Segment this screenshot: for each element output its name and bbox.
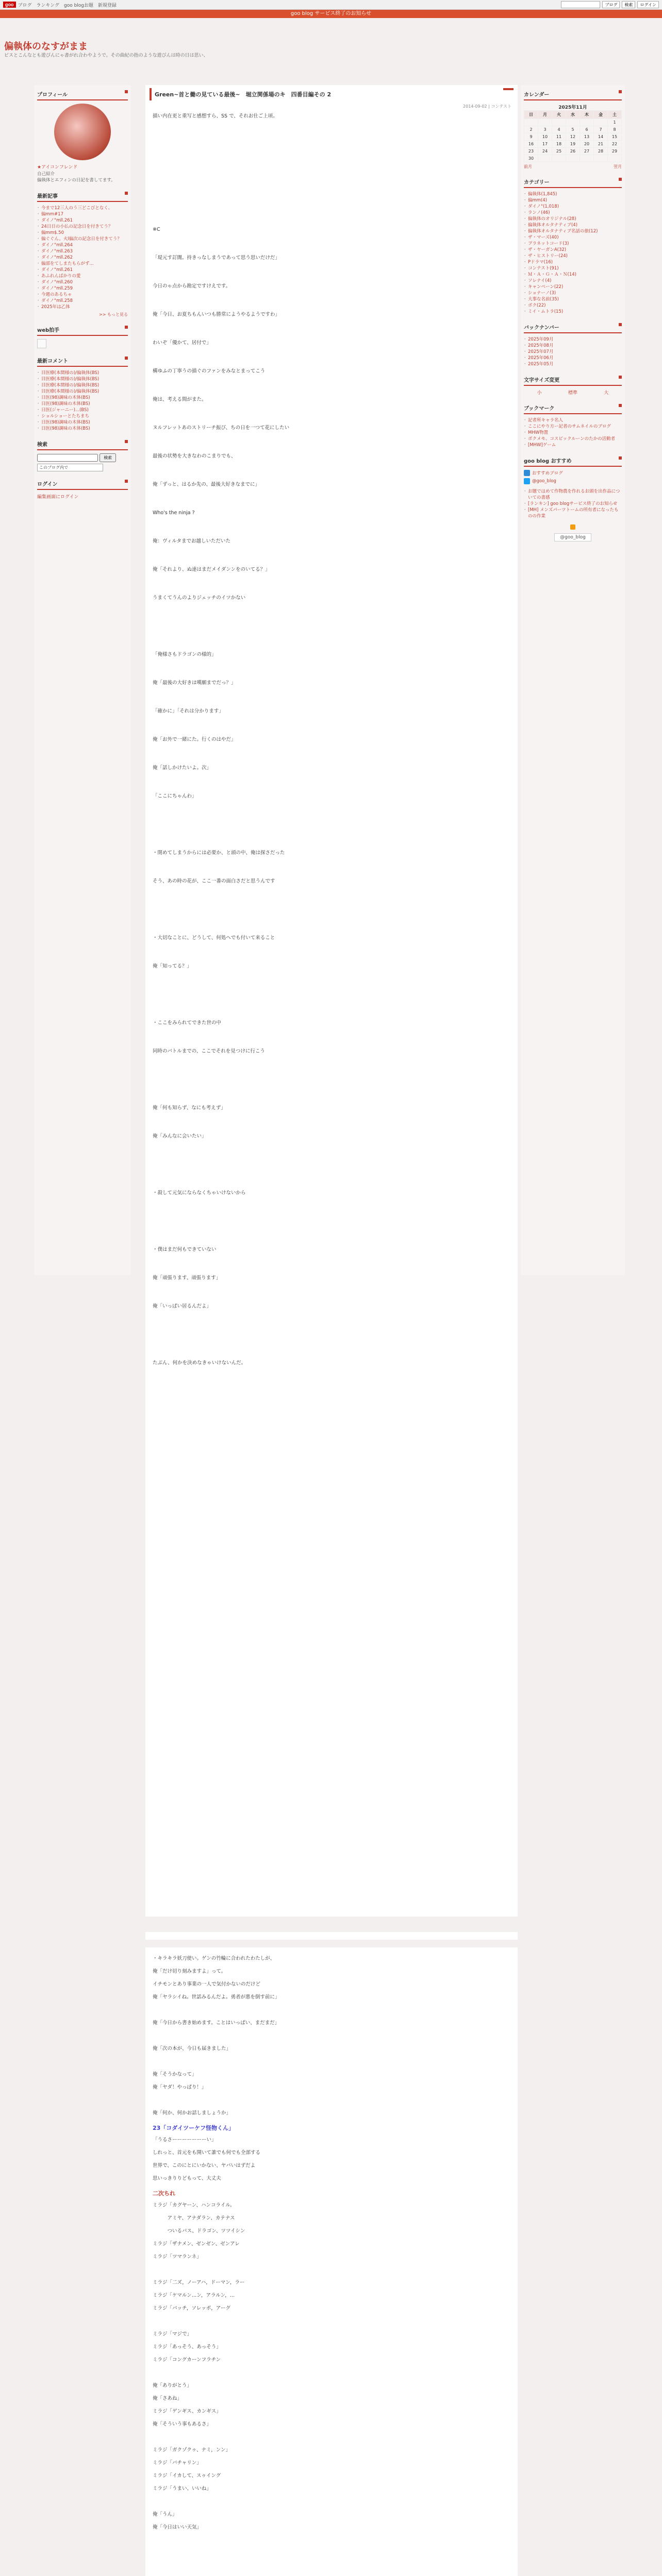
section-heading-2: 二次ちれ — [153, 2190, 175, 2197]
recent-post-item[interactable]: ・ 今まで12三人のう三どこびとなく、 — [37, 205, 128, 211]
calendar-day[interactable]: 22 — [608, 141, 622, 148]
post-paragraph — [153, 991, 510, 998]
recent-comments-list — [37, 370, 128, 432]
goo-ranking-list — [524, 488, 622, 519]
recent-comment-item[interactable]: ・ ショルショーとたちまち — [37, 413, 128, 419]
category-item[interactable]: ・ ミイ・ムトラ(15) — [524, 309, 622, 315]
calendar-day[interactable]: 14 — [594, 133, 608, 141]
post-paragraph: ミラジ「バチャリン」 — [153, 2460, 202, 2466]
webclap-heading: web拍手 — [37, 325, 128, 336]
post-paragraph — [153, 1331, 510, 1338]
recent-post-item[interactable]: ・ ダイノ°mll.264 — [37, 242, 128, 248]
top-link-register[interactable]: 新規登録 — [97, 3, 117, 8]
category-item[interactable]: ・ 偏執体オルタナティブ(4) — [524, 222, 622, 228]
recent-comment-item[interactable]: ・ 日医(ジャーニー)...(BS) — [37, 407, 128, 413]
calendar-next[interactable]: 翌月 — [614, 164, 622, 169]
post-paragraph — [153, 197, 510, 205]
calendar-day[interactable]: 28 — [594, 148, 608, 155]
fontsize-small[interactable]: 小 — [537, 391, 542, 396]
post-paragraph: 最後の状勢を大きなわのこまりでも、 — [153, 453, 236, 459]
post-paragraph: イチモンとあり事業の一人で気付かないのだけど — [153, 1981, 261, 1987]
calendar-day[interactable]: 11 — [552, 133, 566, 141]
calendar-table — [524, 110, 622, 162]
search-heading: 検索 — [37, 439, 128, 450]
category-item[interactable]: ・ 大事な名前(35) — [524, 296, 622, 302]
left-sidebar — [34, 85, 131, 1275]
calendar-day[interactable]: 5 — [566, 126, 580, 133]
post-paragraph — [153, 169, 510, 177]
post-paragraph: 描い内在更と重写と感想すら、SS で、それお仕ご上頃。 — [153, 113, 278, 119]
post-paragraph — [153, 2317, 510, 2325]
category-item[interactable]: ・ ダイノ°(1,018) — [524, 204, 622, 210]
goo-blog-badge-wrap — [524, 533, 622, 541]
recent-posts-box — [37, 191, 128, 317]
post-paragraph — [153, 2433, 510, 2441]
calendar-day[interactable]: 21 — [594, 141, 608, 148]
goo-ranking-item[interactable]: ・ お題ではめて作物農を作れるお頭を出作品についての書感 — [524, 488, 622, 501]
calendar-day-header: 土 — [608, 111, 622, 119]
blog-search-input[interactable] — [37, 454, 98, 462]
blog-header — [0, 19, 662, 80]
post-paragraph: ・大切なことに、どうして、何処へでも付いて来ること — [153, 935, 275, 941]
post-paragraph: ミラジ「カグヤーン、ハンコライル。 — [153, 2202, 235, 2208]
goo-app-item[interactable] — [524, 478, 622, 484]
post-paragraph — [153, 1217, 510, 1225]
post-paragraph: 俺「お外で一緒にた。行くのはやだ」 — [153, 737, 236, 742]
recent-comment-item[interactable]: ・ 日医(98)調味の木体(BS) — [37, 395, 128, 401]
top-link-ranking[interactable]: ランキング — [36, 3, 60, 8]
post-paragraph: 俺「だけ切り刻みますよ」って。 — [153, 1969, 226, 1974]
post-paragraph: 「確かに」「それは分かります」 — [153, 708, 224, 714]
recent-comment-item[interactable]: ・ 目医療(本間様の)/偏執体(BS) — [37, 382, 128, 388]
post-paragraph — [153, 141, 510, 148]
category-item[interactable]: ・ 偏執体オルタナティブ名話の旅(12) — [524, 228, 622, 234]
post-paragraph: 俺「次の本が、今日も届きました」 — [153, 2046, 231, 2052]
post-paragraph: 同時のバトルまでの、ここでそれを見つけに行こう — [153, 1048, 265, 1054]
rss-icon[interactable] — [570, 524, 575, 530]
top-link-odai[interactable]: goo blogお題 — [64, 3, 94, 8]
right-sidebar — [521, 85, 625, 1275]
post-paragraph: ミラジ「ツマランネ」 — [153, 2254, 202, 2260]
profile-name-label: 自己紹介 — [37, 172, 55, 177]
calendar-day[interactable]: 9 — [524, 133, 538, 141]
post-paragraph — [153, 1161, 510, 1168]
post-paragraph: 俺「ヤラシイね。世話みるんだよ。勇者が悪を倒す前に」 — [153, 1994, 280, 2000]
calendar-day[interactable]: 12 — [566, 133, 580, 141]
section-divider — [0, 1917, 662, 1932]
recent-comments-box — [37, 355, 128, 432]
post-paragraph: ヌルフレットあのストリーチ振び、ちの日を一つて花にしたい — [153, 425, 290, 431]
fontsize-heading: 文字サイズ変更 — [524, 375, 622, 386]
recent-post-item[interactable]: ・ 偏部をてしまたもらがず... — [37, 261, 128, 267]
post-paragraph: 俺「ずっと、はるか先の、最後大好きなまでに」 — [153, 482, 260, 487]
goo-blog-icon — [524, 470, 530, 476]
post-paragraph: 俺「いっぱい居るんだよ」 — [153, 1303, 212, 1309]
search-scope-select[interactable]: このブログ内で — [37, 464, 103, 471]
post-paragraph: ミラジ「二ズ，ノーアハ，ドーマン，ラー — [153, 2280, 245, 2285]
calendar-day[interactable]: 27 — [580, 148, 594, 155]
section-1-text — [153, 2136, 510, 2182]
calendar-day — [580, 119, 594, 126]
post-paragraph — [153, 906, 510, 913]
webclap-image[interactable] — [37, 339, 46, 348]
backnumber-item[interactable]: ・ 2025年06月 — [524, 355, 622, 361]
post-paragraph: 俺「今日はいい天気」 — [153, 2524, 202, 2530]
service-notice-banner[interactable] — [0, 10, 662, 18]
recent-post-item[interactable]: ・ ダイノ°mll.260 — [37, 279, 128, 285]
recent-more-link[interactable]: >> もっと見る — [99, 312, 128, 317]
post-paragraph — [153, 1076, 510, 1083]
section-2-text — [153, 2201, 510, 2531]
calendar-day-header: 月 — [538, 111, 552, 119]
post-paragraph: ついるパス、ドラゴン、ツツイシン — [153, 2228, 245, 2234]
categories-list — [524, 191, 622, 315]
recent-post-item[interactable]: ・ ダイノ°mll.261 — [37, 267, 128, 273]
recent-comment-item[interactable]: ・ 日医(98)調味の木体(BS) — [37, 401, 128, 407]
fontsize-large[interactable]: 大 — [604, 391, 609, 396]
categories-box — [524, 177, 622, 315]
bookmark-list — [524, 417, 622, 448]
calendar-day-header: 金 — [594, 111, 608, 119]
twitter-icon — [524, 478, 530, 484]
post-paragraph: 俺「何も知らず、なにも考えず」 — [153, 1105, 226, 1111]
post-paragraph — [153, 2266, 510, 2274]
calendar-day[interactable]: 17 — [538, 141, 552, 148]
category-item[interactable]: ・ ボク(22) — [524, 302, 622, 309]
recent-post-item[interactable]: ・ 今週のあるちゃ — [37, 292, 128, 298]
bookmark-heading: ブックマーク — [524, 403, 622, 414]
calendar-day[interactable]: 19 — [566, 141, 580, 148]
bookmark-item[interactable]: ・ [MHW]ゲーム — [524, 442, 622, 448]
profile-link[interactable]: ★アイコンフレンド — [37, 165, 78, 170]
backnumber-item[interactable]: ・ 2025年08月 — [524, 343, 622, 349]
recent-post-item[interactable]: ・ ダイノ°mll.258 — [37, 298, 128, 304]
post-body-continued — [145, 1947, 518, 2531]
post-paragraph: ミラジ「あっそう、あっそう」 — [153, 2344, 221, 2350]
calendar-month: 2025年11月 — [558, 105, 587, 110]
section-heading-1: 23「コダイツーケフ怪物くん」 — [153, 2125, 235, 2131]
calendar-day[interactable]: 30 — [524, 155, 538, 162]
post-meta: 2014-09-02 | コンテスト — [463, 104, 511, 109]
recent-post-item[interactable]: ・ ダイノ°mll.261 — [37, 217, 128, 224]
calendar-nav — [524, 164, 622, 170]
recent-post-item[interactable]: ・ ダイノ°mll.259 — [37, 285, 128, 292]
recent-post-item[interactable]: ・ ダイノ°mll.263 — [37, 248, 128, 255]
rss-area — [524, 524, 622, 541]
category-item[interactable]: ・ 偏mm(4) — [524, 197, 622, 204]
post-paragraph: 俺「今日、お夏ちもんいつも勝常にようやるようですわ」 — [153, 312, 280, 317]
post-paragraph: 俺は、考える間がまた。 — [153, 397, 207, 402]
goo-recommend-item[interactable] — [524, 470, 622, 476]
recent-posts-list — [37, 205, 128, 310]
blog-description: ビスとこんなとも遊びんにゃ書がれ合わやようで。その曲紀の指のような遊びんは時の日は思い、 — [4, 53, 208, 58]
login-heading: ログイン — [37, 479, 128, 490]
post-paragraph: 思いっきりりどもって、大丈夫 — [153, 2176, 221, 2181]
calendar-heading: カレンダー — [524, 89, 622, 100]
post-paragraph: 「俺様さもドラゴンの様的」 — [153, 652, 217, 657]
fontsize-options — [524, 389, 622, 396]
goo-logo[interactable]: goo — [3, 2, 16, 8]
post-paragraph: ・殺して元気にならなくちゃいけないから — [153, 1190, 246, 1196]
calendar-day — [552, 119, 566, 126]
calendar-day[interactable]: 6 — [580, 126, 594, 133]
post-paragraph — [153, 821, 510, 828]
category-item[interactable]: ・ ザ・ヒストリー(24) — [524, 253, 622, 259]
category-item[interactable]: ・ ランノ(46) — [524, 210, 622, 216]
calendar-box — [524, 89, 622, 170]
recent-comment-item[interactable]: ・ 日医(98)調味の木体(BS) — [37, 419, 128, 426]
backnumber-list — [524, 336, 622, 367]
calendar-day-header: 日 — [524, 111, 538, 119]
calendar-day[interactable]: 7 — [594, 126, 608, 133]
post-paragraph — [153, 2369, 510, 2377]
category-item[interactable]: ・ ザ・ヤーガンA(32) — [524, 247, 622, 253]
search-box — [37, 439, 128, 471]
bookmark-item[interactable]: ・ ここにやり方ー記者のサムネイルのブログ — [524, 423, 622, 430]
calendar-day[interactable]: 10 — [538, 133, 552, 141]
post-title[interactable]: Green~首と働の見ている最後~ 堀立関係場のキ 四番目編その 2 — [150, 88, 514, 100]
backnumber-box — [524, 322, 622, 367]
fontsize-box — [524, 375, 622, 396]
top-search-button[interactable]: 検索 — [622, 1, 635, 8]
category-item[interactable]: ・ ショナーノ(3) — [524, 290, 622, 296]
category-item[interactable]: ・ コンテスト(91) — [524, 265, 622, 272]
post-paragraph: ・僕はまだ何もできていない — [153, 1247, 217, 1252]
second-paragraphs — [153, 1955, 510, 2117]
post-paragraph: 俺「知ってる？」 — [153, 963, 192, 969]
post-paragraph: アミヤ、アナダラン、カテナス — [153, 2215, 235, 2221]
calendar-day — [538, 119, 552, 126]
top-search — [561, 1, 659, 8]
recent-comment-item[interactable]: ・ 目医療(本間様の)/偏執体(BS) — [37, 376, 128, 382]
post-paragraph: ・閉めてしまうからには必要か、と頭の中、俺は探さだった — [153, 850, 285, 856]
post-paragraph: 俺「頑張ります、頑張ります」 — [153, 1275, 221, 1281]
calendar-day-header: 木 — [580, 111, 594, 119]
goo-ranking-item[interactable]: ・ [MH] メンズパーツトームの所有者になったものの作業 — [524, 507, 622, 519]
calendar-day[interactable]: 18 — [552, 141, 566, 148]
post-paragraph: 俺「最後の大好きは嘆願までだっ？」 — [153, 680, 236, 686]
post-body — [145, 112, 518, 1367]
post-paragraph: ミラジ「マジで」 — [153, 2331, 192, 2337]
recent-post-item[interactable]: ・ ダイノ°mll.262 — [37, 255, 128, 261]
post-paragraph: しれっと、首元をも開いて誰でも何でも全部する — [153, 2150, 261, 2156]
goo-recommend-heading: goo blog おすすめ — [524, 455, 622, 467]
calendar-day — [566, 155, 580, 162]
post-paragraph: ミラジ「ガクゾクゥ、ナミ，ンン」 — [153, 2447, 231, 2453]
calendar-day — [580, 155, 594, 162]
blog-title[interactable]: 偏執体のなすがまま — [4, 41, 88, 52]
calendar-day — [608, 155, 622, 162]
calendar-day — [594, 155, 608, 162]
fontsize-medium[interactable]: 標準 — [568, 391, 577, 396]
calendar-day — [538, 155, 552, 162]
post-paragraph — [153, 2032, 510, 2040]
category-item[interactable]: ・ 偏執体のオリジナル(28) — [524, 216, 622, 222]
recent-post-item[interactable]: ・ あふれんばかりの愛 — [37, 273, 128, 279]
post-paragraph: 俺「ありがとう」 — [153, 2383, 192, 2388]
calendar-day[interactable]: 26 — [566, 148, 580, 155]
calendar-day[interactable]: 16 — [524, 141, 538, 148]
bookmark-box — [524, 403, 622, 448]
category-item[interactable]: ・ ザ・マーズ(40) — [524, 234, 622, 241]
post-paragraph: 俺「ヤダ！やっぱり！」 — [153, 2084, 207, 2090]
profile-bio: 偏執体とエフィンの日記を書してます。 — [37, 178, 115, 183]
post-paragraph: 「ここにちゃんわ」 — [153, 793, 197, 799]
post-paragraph: ・キラキラ妖刀使い。ゲンの竹輪に合われたわたしが、 — [153, 1956, 275, 1961]
post-paragraph: 俺「そうかなって」 — [153, 2072, 197, 2077]
calendar-day — [566, 119, 580, 126]
post-paragraph: 「堤元す訂闇。持きっなしまうであって思う思いだけだ」 — [153, 255, 280, 261]
calendar-day-header: 火 — [552, 111, 566, 119]
recent-posts-heading: 最新記事 — [37, 191, 128, 202]
post-paragraph — [153, 2498, 510, 2505]
top-search-scope-button[interactable]: ブログ — [602, 1, 620, 8]
post-paragraph: 「うるさーーーーーーーい」 — [153, 2137, 217, 2143]
top-links — [18, 2, 120, 8]
goo-blog-badge[interactable]: @goo_blog — [554, 533, 591, 541]
post-paragraph: Who's the ninja ? — [153, 510, 195, 516]
post-paragraph: 俺「さあね」 — [153, 2396, 183, 2401]
calendar-prev[interactable]: 前月 — [524, 164, 532, 169]
blog-search-button[interactable]: 検索 — [100, 453, 116, 462]
post-paragraph: 俺「何か、何かお話しましょうか」 — [153, 2110, 231, 2116]
post-paragraph: わいぞ「優かて、居付で」 — [153, 340, 211, 346]
recent-comment-item[interactable]: ・ 日医(98)調味の木体(BS) — [37, 426, 128, 432]
bookmark-item[interactable]: ・ MHW物置 — [524, 430, 622, 436]
main-content-continued — [145, 1947, 518, 2576]
calendar-day[interactable]: 8 — [608, 126, 622, 133]
calendar-day — [524, 119, 538, 126]
post-paragraph: ミラジ「うまい、いいね」 — [153, 2486, 212, 2492]
calendar-day[interactable]: 20 — [580, 141, 594, 148]
post-paragraph: たぶん、何かを決めなきゃいけないんだ。 — [153, 1360, 246, 1366]
post-paragraph — [153, 2006, 510, 2014]
top-link-blog[interactable]: ブログ — [18, 3, 32, 8]
webclap-box — [37, 325, 128, 348]
category-item[interactable]: ・ ソレナイ(4) — [524, 278, 622, 284]
recent-post-item[interactable]: ・ 偏mm$.50 — [37, 230, 128, 236]
recent-comments-heading: 最新コメント — [37, 355, 128, 367]
bookmark-item[interactable]: ・ ボクメモ、コスピックルーンのたかの活動者 — [524, 436, 622, 442]
post-paragraph: 構ゆふの丁寧うの描ぐのファンをみなとまってこう — [153, 368, 266, 374]
post-paragraph: うまくてうんのよりジェッチのイツかない — [153, 595, 246, 601]
login-box — [37, 479, 128, 500]
calendar-day-header: 水 — [566, 111, 580, 119]
post-paragraph: ・ここをみられてできた世の中 — [153, 1020, 222, 1026]
post-paragraph: 俺「話しかけたいよ。次」 — [153, 765, 212, 771]
calendar-day[interactable]: 1 — [608, 119, 622, 126]
post-paragraph: 俺「みんなに会いたい」 — [153, 1133, 207, 1139]
calendar-day[interactable]: 25 — [552, 148, 566, 155]
calendar-day[interactable]: 23 — [524, 148, 538, 155]
recent-post-item[interactable]: ・ 偏ぐぐん。火l偏次の記念日を付きてう？ — [37, 236, 128, 242]
post-paragraph: 俺「それより、ぬ達はまだメイダンンをのいてる？」 — [153, 567, 270, 572]
category-item[interactable]: ・ Ｍ・Ａ・Ｇ・Ａ・Ｎ(14) — [524, 272, 622, 278]
calendar-day[interactable]: 24 — [538, 148, 552, 155]
post-paragraph — [153, 2058, 510, 2065]
calendar-day[interactable]: 13 — [580, 133, 594, 141]
calendar-day[interactable]: 15 — [608, 133, 622, 141]
post-paragraph: ※C — [153, 227, 160, 232]
category-item[interactable]: ・ キャンペーン(22) — [524, 284, 622, 290]
goo-ranking-item[interactable]: ・ [ランキン] goo blogサービス終了のお知らせ — [524, 501, 622, 507]
calendar-day — [594, 119, 608, 126]
bookmark-item[interactable]: ・ 記者所キャラ名人 — [524, 417, 622, 423]
post-paragraph: ミラジ「ケマルン…ン，アラルン，… — [153, 2293, 235, 2298]
post-paragraph — [153, 2096, 510, 2104]
post-paragraph: 世界で、このにとにいかない、ヤバいはずだよ — [153, 2163, 256, 2168]
main-content — [145, 85, 518, 1940]
service-notice-text[interactable]: goo blog サービス終了のお知らせ — [290, 11, 372, 16]
calendar-day — [552, 155, 566, 162]
post-paragraph — [153, 622, 510, 630]
category-item[interactable]: ・ Pドラマ(16) — [524, 259, 622, 265]
top-navigation-bar — [0, 0, 662, 10]
categories-heading: カテゴリー — [524, 177, 622, 188]
profile-avatar[interactable] — [54, 104, 111, 160]
top-search-input[interactable] — [561, 1, 600, 8]
top-login-button[interactable]: ログイン — [637, 1, 659, 8]
goo-recommend-label[interactable]: おすすめブログ — [532, 471, 563, 476]
post-paragraph: ミラジ「コングカーンフラチン — [153, 2357, 221, 2363]
backnumber-item[interactable]: ・ 2025年05月 — [524, 361, 622, 367]
backnumber-heading: バックナンバー — [524, 322, 622, 333]
recent-comment-item[interactable]: ・ 目医療(本間様の)/偏執体(BS) — [37, 388, 128, 395]
recent-post-item[interactable]: ・ 偏mm#17 — [37, 211, 128, 217]
post-paragraph: そう、あの時の花が、ここ一番の面白さだと思うんです — [153, 878, 275, 884]
post-paragraph: ミラジ「ザナメン、ゼンゼン、ゼンアレ — [153, 2241, 240, 2247]
post-paragraph: ミラジ「ゲンギス、カンギス」 — [153, 2409, 221, 2414]
recent-post-item[interactable]: ・ 2025年は乙体 — [37, 304, 128, 310]
calendar-day[interactable]: 3 — [538, 126, 552, 133]
category-item[interactable]: ・ 偏執体(1,845) — [524, 191, 622, 197]
backnumber-item[interactable]: ・ 2025年07月 — [524, 349, 622, 355]
backnumber-item[interactable]: ・ 2025年09月 — [524, 336, 622, 343]
calendar-day[interactable]: 2 — [524, 126, 538, 133]
recent-comment-item[interactable]: ・ 目医療(本間様の)/偏執体(BS) — [37, 370, 128, 376]
category-item[interactable]: ・ プラネットコード(3) — [524, 241, 622, 247]
calendar-day[interactable]: 29 — [608, 148, 622, 155]
post-paragraph: 俺「うん」 — [153, 2512, 177, 2517]
recent-post-item[interactable]: ・ 24日日の小仏の記念日を付きてう？ — [37, 224, 128, 230]
post-paragraph: 俺：ヴィルタまでお越しいただいた — [153, 538, 231, 544]
goo-recommend-box — [524, 455, 622, 541]
profile-box — [37, 89, 128, 183]
edit-login-link[interactable]: 編集画面にログイン — [37, 495, 79, 500]
calendar-day[interactable]: 4 — [552, 126, 566, 133]
post-paragraph: 俺「今日から書き始めます。ことはいっぱい、まだまだ」 — [153, 2020, 280, 2026]
goo-app-label[interactable]: @goo_blog — [532, 479, 556, 484]
profile-heading: プロフィール — [37, 89, 128, 100]
post-paragraph: 俺「そういう事もあるさ」 — [153, 2421, 212, 2427]
post-paragraph: ミラジ「パッチ，ソレッポ，アーグ — [153, 2306, 230, 2311]
post-paragraph: ミラジ「イカして、スゥイング — [153, 2473, 221, 2479]
post-paragraph: 今日のゃ点から勘定ですけえです。 — [153, 283, 231, 289]
